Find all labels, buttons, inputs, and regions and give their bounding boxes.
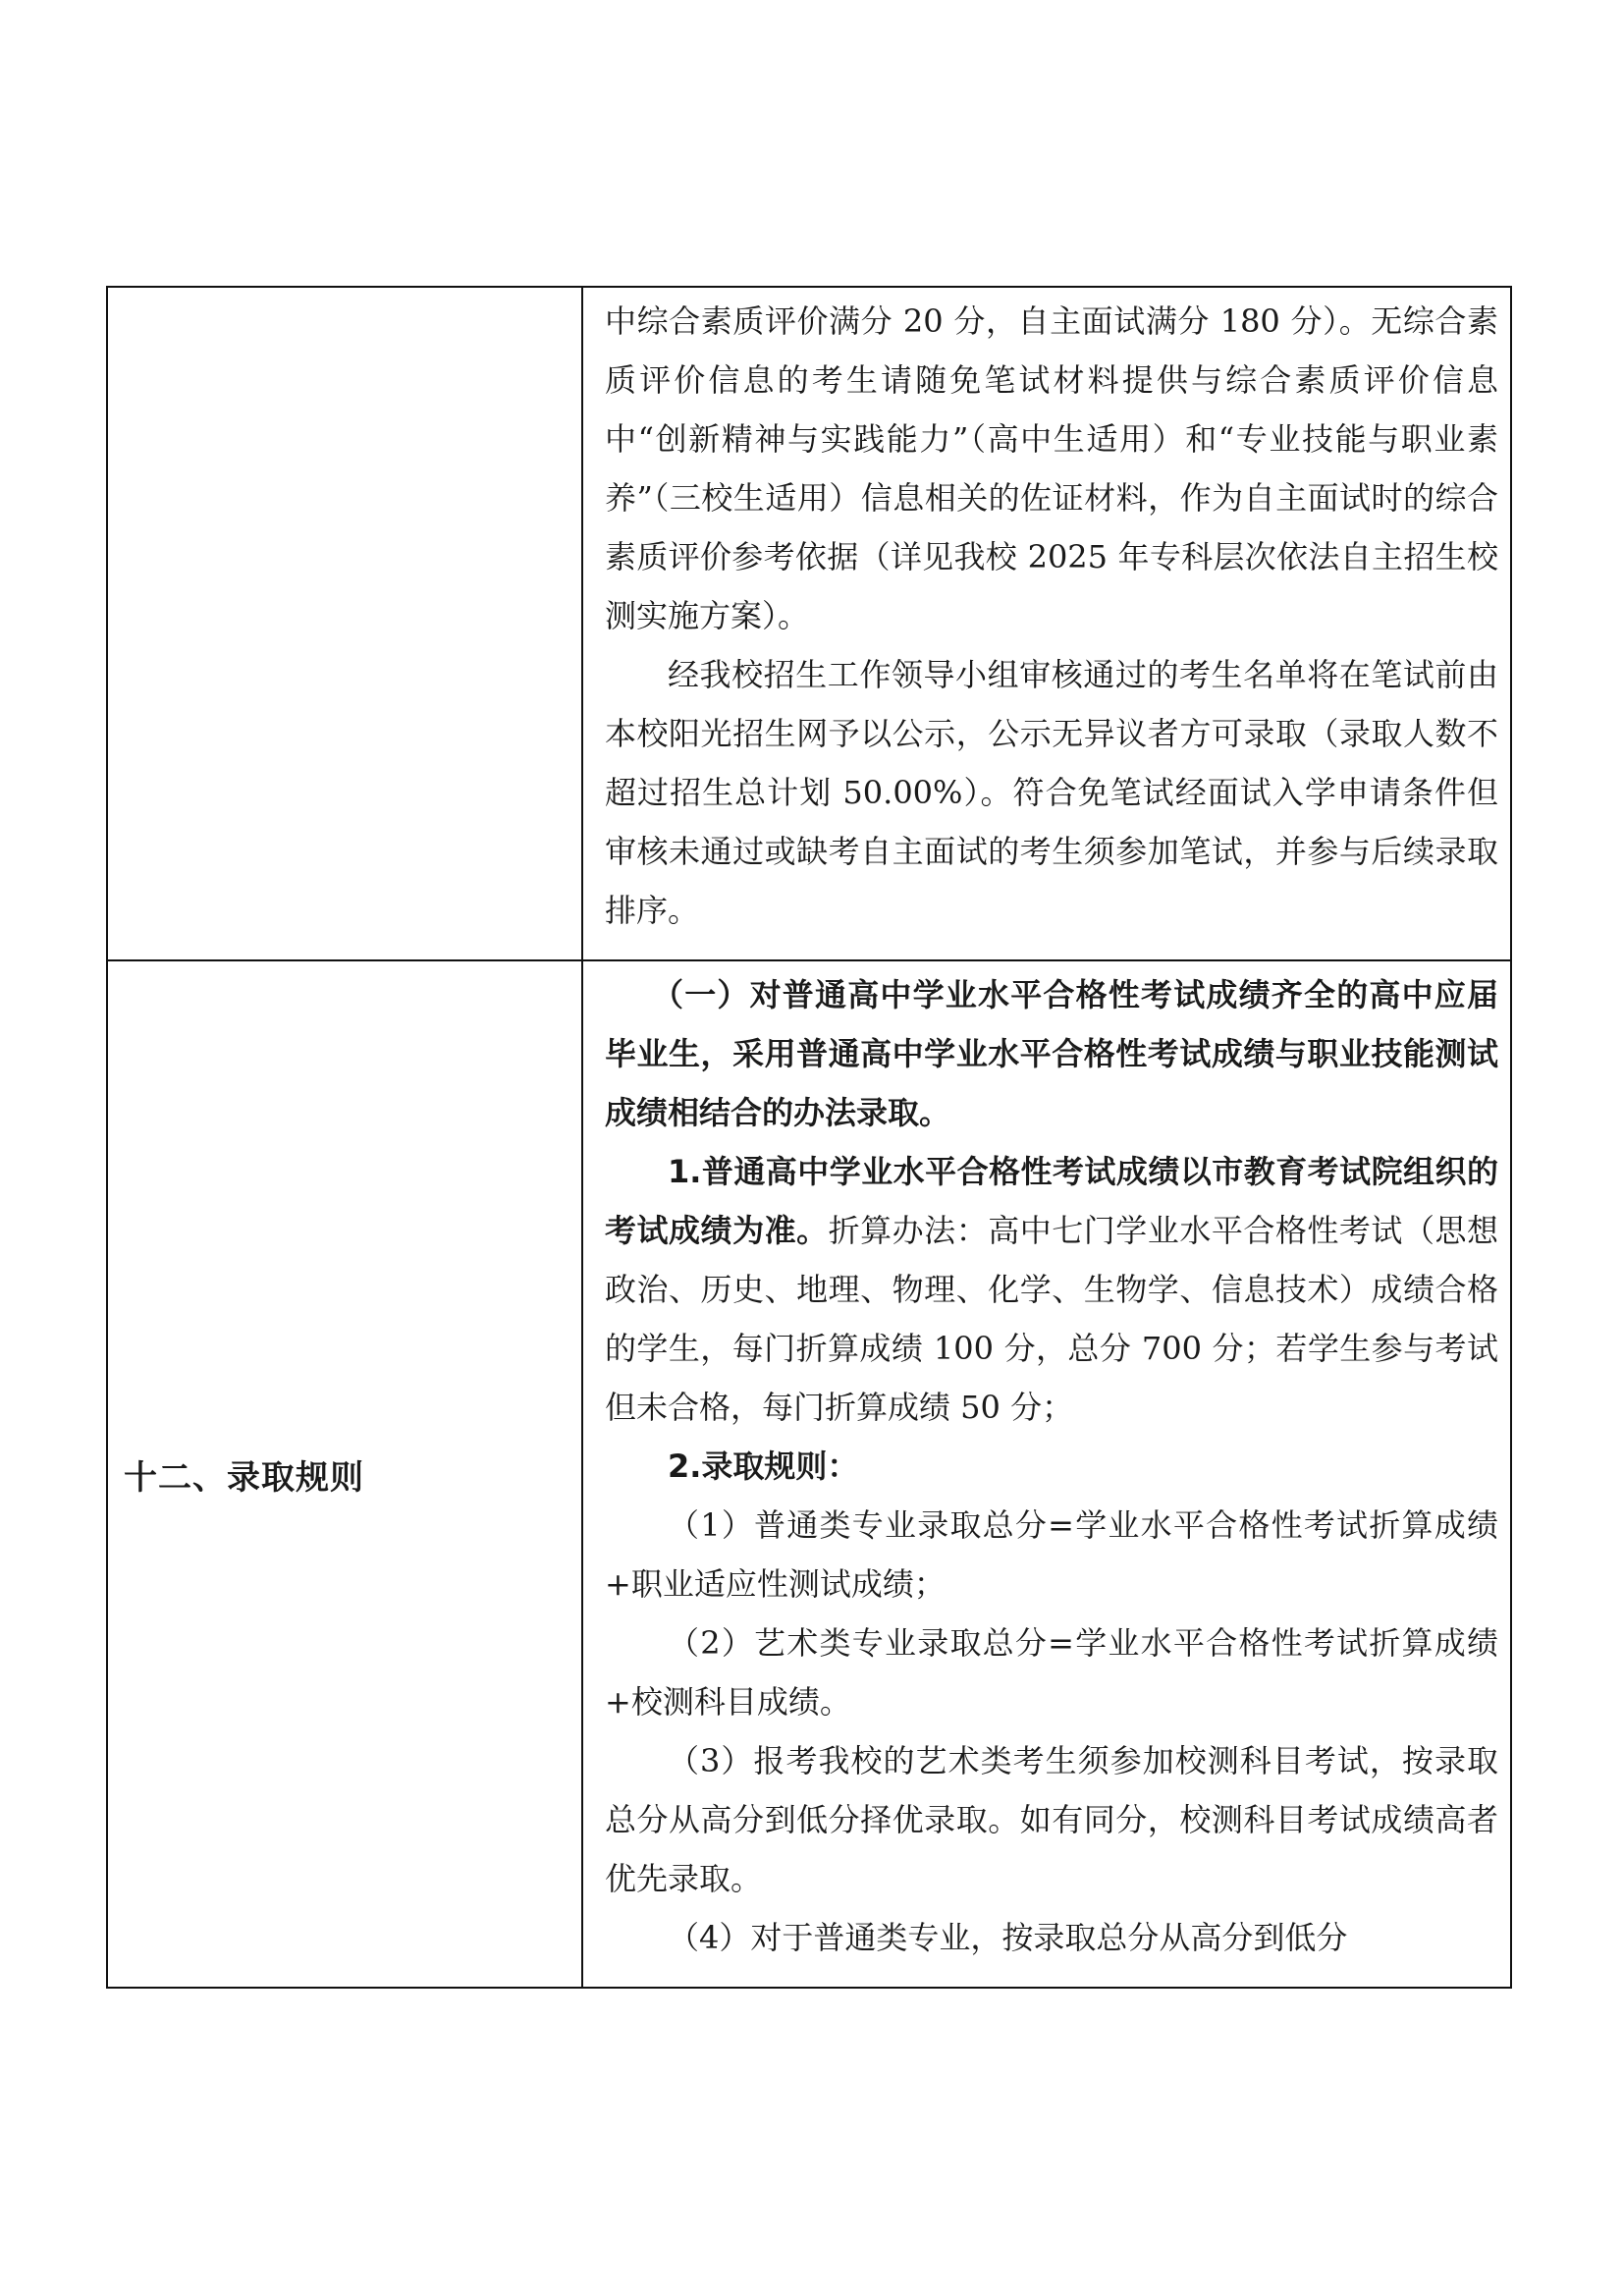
list-item: （1）普通类专业录取总分=学业水平合格性考试折算成绩+职业适应性测试成绩； [605,1506,1498,1603]
paragraph-text: 折算办法：高中七门学业水平合格性考试（思想政治、历史、地理、物理、化学、生物学、信息技术）成绩合格的学生，每门折算成绩 100 分，总分 700 分；若学生参与考试但未合格，每门折算成绩 50 分； [605,1212,1498,1426]
paragraph: 中综合素质评价满分 20 分，自主面试满分 180 分）。无综合素质评价信息的考生请随免笔试材料提供与综合素质评价信息中“创新精神与实践能力”（高中生适用）和“专业技能与职业素养”（三校生适用）信息相关的佐证材料，作为自主面试时的综合素质评价参考依据（详见我校 2025 年专科层次依法自主招生校测实施方案）。 [605,302,1498,634]
row-label-cell [107,960,582,1988]
paragraph: 经我校招生工作领导小组审核通过的考生名单将在笔试前由本校阳光招生网予以公示，公示无异议者方可录取（录取人数不超过招生总计划 50.00%）。符合免笔试经面试入学申请条件但审核未通过或缺考自主面试的考生须参加笔试，并参与后续录取排序。 [605,656,1498,929]
document-table [106,286,1512,1989]
row-content-cell [582,287,1511,960]
table-row [107,960,1511,1988]
row-label-cell [107,287,582,960]
bold-lead: 1.普通高中学业水平合格性考试成绩以市教育考试院组织的考试成绩为准。 [605,1153,1498,1249]
list-item: （3）报考我校的艺术类考生须参加校测科目考试，按录取总分从高分到低分择优录取。如有同分，校测科目考试成绩高者优先录取。 [605,1742,1498,1897]
table-row [107,287,1511,960]
paragraph [605,1142,1498,1437]
subheading: 2.录取规则： [668,1448,859,1485]
row-label: 十二、录取规则 [124,1457,364,1498]
section-heading: （一）对普通高中学业水平合格性考试成绩齐全的高中应届毕业生，采用普通高中学业水平合格性考试成绩与职业技能测试成绩相结合的办法录取。 [605,976,1498,1131]
row-content-cell [582,960,1511,1988]
list-item: （4）对于普通类专业，按录取总分从高分到低分 [668,1919,1348,1956]
list-item: （2）艺术类专业录取总分=学业水平合格性考试折算成绩+校测科目成绩。 [605,1624,1498,1721]
